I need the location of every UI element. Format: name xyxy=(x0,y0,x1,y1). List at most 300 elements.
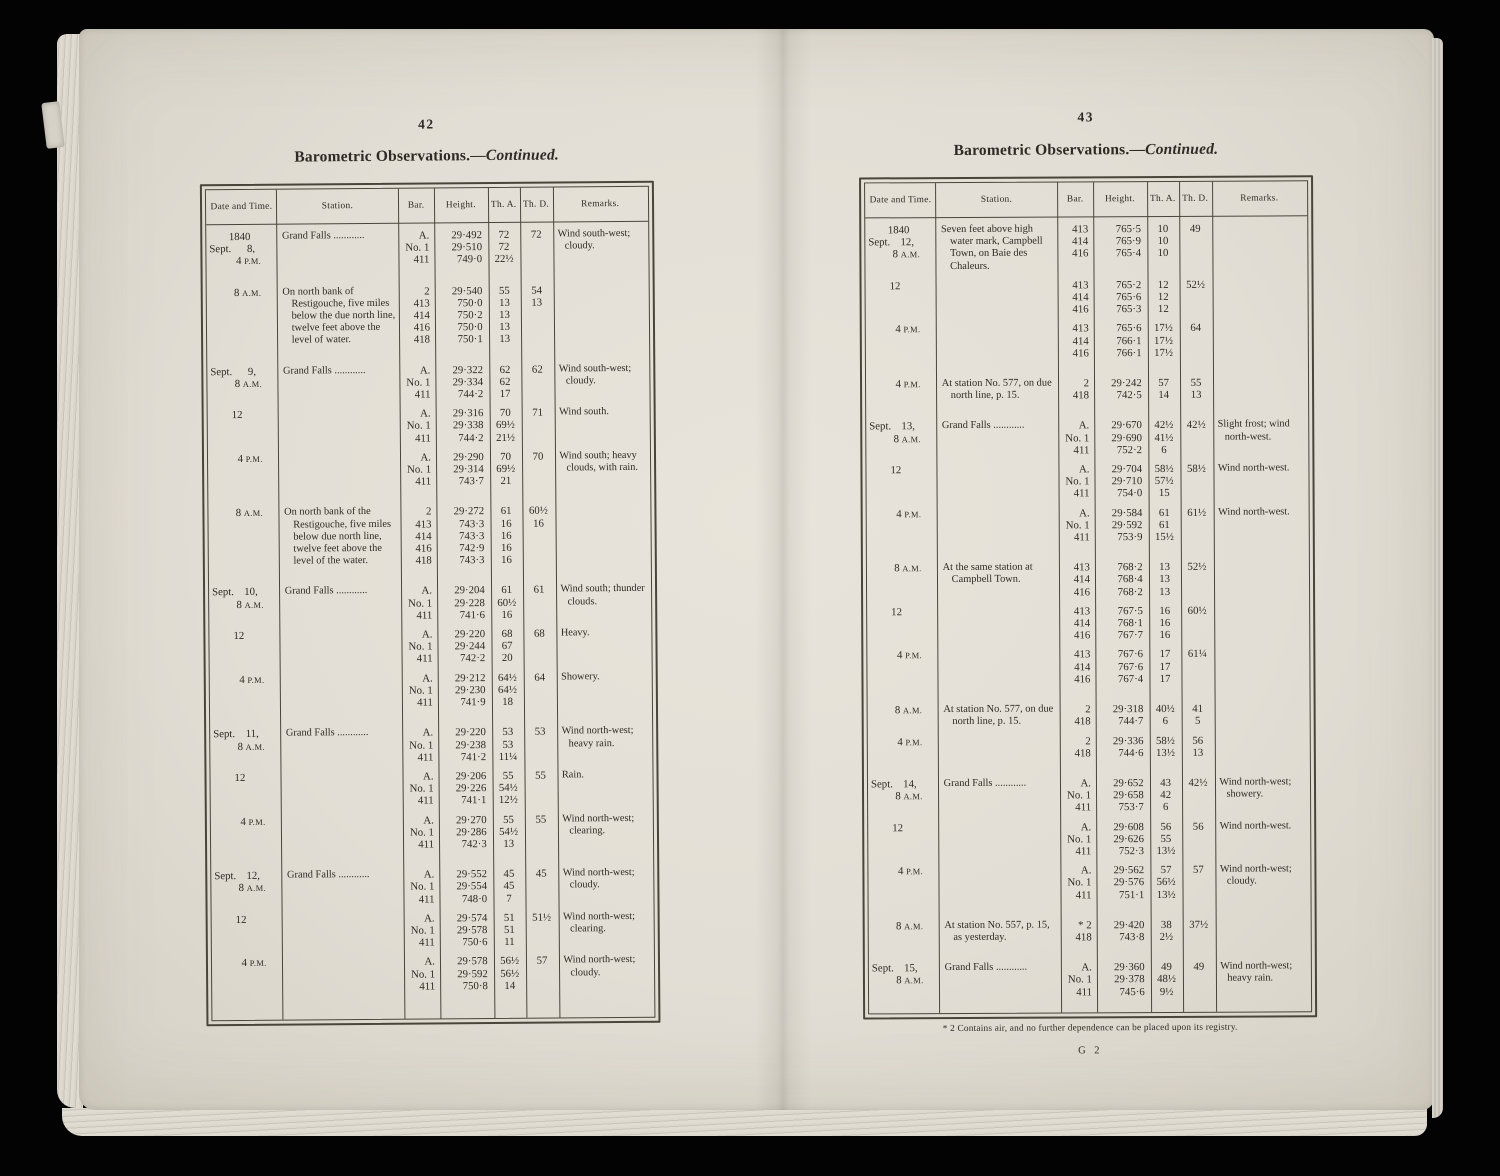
thermometer-attached-cell xyxy=(1148,377,1180,402)
height-cell xyxy=(1094,419,1148,456)
month-label: Sept. xyxy=(869,420,892,433)
station-cell: Grand Falls ............ xyxy=(943,777,1027,789)
date-cell xyxy=(868,736,939,750)
time-label: 4 P.M. xyxy=(895,378,921,391)
column-header: Bar. xyxy=(407,200,425,211)
value-line: 57 xyxy=(1158,376,1170,390)
value-line: 411 xyxy=(414,388,431,401)
value-line: 767·6 xyxy=(1117,660,1144,673)
value-line: 741·2 xyxy=(460,750,487,763)
value-line: A. xyxy=(424,912,435,925)
remarks-cell: Wind north-west; clearing. xyxy=(562,812,635,837)
barometer-cell xyxy=(1058,420,1094,457)
value-line: 416 xyxy=(1074,629,1091,642)
barometer-cell xyxy=(1059,507,1095,544)
barometer-cell xyxy=(1060,777,1096,814)
value-line: 21 xyxy=(500,475,512,488)
day-label: 12, xyxy=(246,869,261,883)
value-line: 57 xyxy=(536,954,548,968)
value-line: 70 xyxy=(532,450,544,463)
value-line: 742·5 xyxy=(1116,389,1142,402)
value-line: 750·1 xyxy=(457,333,483,346)
value-line: 21½ xyxy=(495,431,515,444)
value-line: A. xyxy=(423,868,435,881)
thermometer-detached-cell xyxy=(1181,648,1214,660)
barometer-cell xyxy=(1059,463,1095,500)
page-title-main: Barometric Observations.— xyxy=(294,147,486,166)
time-label: 8 A.M. xyxy=(894,704,923,717)
value-line: A. xyxy=(1080,864,1092,877)
value-line: 17 xyxy=(1159,672,1171,685)
station-cell: At station No. 557, p. 15, as yesterday. xyxy=(944,919,1050,943)
height-cell xyxy=(1094,322,1148,359)
value-line: 29·270 xyxy=(455,813,487,826)
value-line: A. xyxy=(420,451,432,464)
value-line: 416 xyxy=(1072,247,1089,260)
value-line: 768·2 xyxy=(1117,561,1143,574)
value-line: 768·1 xyxy=(1117,617,1143,630)
value-line: A. xyxy=(1079,506,1090,520)
day-label: 15, xyxy=(904,962,918,975)
value-line: 16 xyxy=(501,608,513,621)
date-year: 1840 xyxy=(887,224,910,237)
time-label: 4 P.M. xyxy=(895,323,921,336)
value-line: 765·5 xyxy=(1115,223,1142,236)
value-line: 13 xyxy=(499,308,510,321)
page-title-main: Barometric Observations.— xyxy=(953,141,1146,159)
value-line: 11 xyxy=(504,936,515,949)
time-label: 8 A.M. xyxy=(237,740,265,753)
time-label: 8 A.M. xyxy=(236,598,264,611)
value-line: 54½ xyxy=(499,825,519,838)
value-line: 45 xyxy=(503,880,515,893)
thermometer-attached-cell xyxy=(1149,734,1181,759)
height-cell xyxy=(1095,561,1149,598)
column-header: Station. xyxy=(980,194,1013,205)
time-label: 4 P.M. xyxy=(897,735,923,748)
value-line: 56 xyxy=(1192,734,1204,747)
value-line: 754·0 xyxy=(1117,487,1143,500)
barometer-cell xyxy=(1059,649,1095,686)
station-cell: At station No. 577, on due north line, p. 15. xyxy=(941,377,1052,402)
observation-row xyxy=(869,918,1311,945)
page-number: 42 xyxy=(418,116,435,132)
value-line: 13 xyxy=(1190,389,1202,402)
value-line: 765·6 xyxy=(1116,322,1142,335)
value-line: A. xyxy=(1078,463,1090,476)
value-line: 29·510 xyxy=(451,241,483,254)
value-line: 767·6 xyxy=(1117,648,1144,661)
remarks-cell: Wind north-west; cloudy. xyxy=(1219,863,1292,888)
barometer-cell xyxy=(1058,279,1094,316)
value-line: 411 xyxy=(1075,888,1092,901)
page-title xyxy=(864,140,1308,160)
value-line: 418 xyxy=(1074,715,1091,728)
thermometer-detached-cell xyxy=(1180,377,1213,402)
time-label: 12 xyxy=(231,409,243,422)
month-label: Sept. xyxy=(870,778,893,791)
value-line: 16 xyxy=(1159,617,1171,630)
remarks-cell: Wind north-west; showery. xyxy=(1219,776,1292,800)
value-line: 29·230 xyxy=(454,683,486,697)
value-line: 745·6 xyxy=(1119,985,1145,998)
value-line: 418 xyxy=(1075,931,1092,944)
observation-row xyxy=(868,702,1310,729)
column-header: Remarks. xyxy=(1240,193,1279,204)
height-cell xyxy=(1096,864,1150,901)
value-line: 416 xyxy=(415,542,432,555)
value-line: 57 xyxy=(1192,863,1204,876)
value-line: 414 xyxy=(415,530,432,543)
column-header: Height. xyxy=(445,200,476,211)
thermometer-detached-cell xyxy=(1181,703,1214,728)
value-line: 411 xyxy=(418,838,435,851)
value-line: 53 xyxy=(534,725,546,738)
value-line: 17½ xyxy=(1154,346,1173,359)
height-cell xyxy=(1095,605,1149,642)
value-line: 29·272 xyxy=(453,505,485,518)
value-line: 29·584 xyxy=(1111,506,1143,519)
value-line: No. 1 xyxy=(406,419,431,433)
value-line: 741·1 xyxy=(461,794,487,807)
day-label: 8, xyxy=(246,243,256,256)
time-label: 12 xyxy=(233,630,245,643)
value-line: A. xyxy=(421,584,433,598)
value-line: 13 xyxy=(1159,585,1171,598)
value-line: 58½ xyxy=(1155,734,1175,747)
value-line: 13 xyxy=(498,296,510,309)
value-line: 416 xyxy=(1073,586,1091,599)
remarks-cell: Wind south; thunder clouds. xyxy=(560,583,645,608)
station-cell xyxy=(936,323,1057,324)
value-line: 55 xyxy=(498,284,510,297)
observation-row xyxy=(867,648,1309,687)
meridiem-label: P.M. xyxy=(248,817,266,827)
meridiem-label: A.M. xyxy=(246,884,267,894)
value-line: 56½ xyxy=(500,955,520,968)
value-line: 53 xyxy=(502,738,514,751)
time-label: 12 xyxy=(234,771,246,784)
value-line: 29·552 xyxy=(456,868,488,881)
value-line: 45 xyxy=(535,867,547,880)
time-label: 4 P.M. xyxy=(896,507,922,520)
value-line: 13 xyxy=(499,321,511,334)
station-cell xyxy=(938,605,1059,606)
value-line: 60½ xyxy=(1187,604,1207,617)
value-line: 2 xyxy=(1083,377,1090,390)
value-line: 414 xyxy=(1072,334,1089,348)
observation-row xyxy=(867,604,1309,643)
thermometer-attached-cell xyxy=(1149,605,1181,642)
value-line: 16 xyxy=(500,541,512,555)
meridiem-label: A.M. xyxy=(242,379,263,389)
value-line: 51½ xyxy=(532,911,552,924)
value-line: 742·9 xyxy=(459,542,485,555)
thermometer-attached-cell xyxy=(1148,463,1180,500)
height-cell xyxy=(1097,961,1151,998)
date-year: 1840 xyxy=(228,230,251,244)
station-cell: Grand Falls ............ xyxy=(944,961,1028,974)
date-cell xyxy=(869,962,940,988)
value-line: 61½ xyxy=(1187,506,1207,519)
value-line: No. 1 xyxy=(1067,876,1092,889)
value-line: A. xyxy=(422,726,434,739)
date-line xyxy=(865,236,936,249)
value-line: 13 xyxy=(503,837,515,850)
value-line: 765·6 xyxy=(1116,291,1142,304)
thermometer-attached-cell xyxy=(1148,419,1180,456)
value-line: 51 xyxy=(503,911,515,924)
value-line: 411 xyxy=(417,794,434,807)
thermometer-detached-cell xyxy=(1181,734,1214,759)
value-line: 61 xyxy=(533,584,545,597)
value-line: 55 xyxy=(535,813,547,826)
value-line: 40½ xyxy=(1155,703,1175,716)
barometer-cell xyxy=(1059,562,1095,599)
observation-row xyxy=(869,960,1311,999)
value-line: 61 xyxy=(1158,518,1170,531)
value-line: 61 xyxy=(1158,506,1170,519)
time-label: 12 xyxy=(235,913,247,926)
value-line: 29·226 xyxy=(455,782,487,795)
value-line: 55 xyxy=(535,769,546,782)
value-line: 765·9 xyxy=(1115,235,1142,248)
value-line: 64 xyxy=(1190,322,1202,335)
height-cell xyxy=(1097,919,1151,944)
value-line: 742·3 xyxy=(461,837,487,851)
thermometer-detached-cell xyxy=(1182,820,1215,832)
value-line: 29·290 xyxy=(453,450,484,464)
time-label: 8 A.M. xyxy=(235,507,264,520)
value-line: 13 xyxy=(531,296,543,309)
time-label: 4 P.M. xyxy=(237,452,263,465)
value-line: 414 xyxy=(1073,573,1090,586)
height-cell xyxy=(1096,703,1150,728)
remarks-cell: Wind north-west; cloudy. xyxy=(562,867,635,891)
value-line: 413 xyxy=(413,297,430,310)
value-line: 29·204 xyxy=(454,584,485,597)
value-line: 416 xyxy=(1072,347,1089,360)
thermometer-attached-cell xyxy=(1147,322,1179,359)
time-label: 4 P.M. xyxy=(897,865,924,878)
time-label: 12 xyxy=(892,821,904,834)
value-line: 55 xyxy=(1160,832,1172,845)
thermometer-attached-cell xyxy=(1148,507,1180,544)
value-line: A. xyxy=(424,955,435,968)
value-line: 29·286 xyxy=(456,825,487,839)
remarks-cell: Slight frost; wind north-west. xyxy=(1217,418,1290,443)
value-line: 54½ xyxy=(498,781,518,795)
value-line: 62 xyxy=(499,375,511,388)
value-line: 29·336 xyxy=(1112,734,1144,747)
barometer-cell xyxy=(1057,223,1093,260)
barometer-cell xyxy=(1058,377,1094,402)
value-line: 29·206 xyxy=(455,769,487,783)
table-header-row xyxy=(865,181,1307,218)
day-label: 14, xyxy=(903,778,917,791)
value-line: 14 xyxy=(1158,389,1170,402)
value-line: 42½ xyxy=(1186,419,1206,432)
height-cell xyxy=(1096,735,1150,760)
value-line: 29·704 xyxy=(1111,463,1143,476)
value-line: 752·2 xyxy=(1116,443,1143,457)
value-line: 29·562 xyxy=(1113,864,1145,877)
footnote: * 2 Contains air, and no further dependence can be placed upon its registry. xyxy=(942,1022,1238,1035)
thermometer-detached-cell xyxy=(1179,223,1212,235)
value-line: 411 xyxy=(1073,487,1090,500)
value-line: 60½ xyxy=(528,505,548,518)
value-line: 765·3 xyxy=(1116,303,1142,316)
value-line: No. 1 xyxy=(410,924,435,937)
meridiem-label: A.M. xyxy=(903,792,923,802)
date-cell xyxy=(866,324,937,338)
value-line: 71 xyxy=(532,406,544,419)
meridiem-label: A.M. xyxy=(901,434,922,444)
value-line: 17½ xyxy=(1153,322,1173,335)
thermometer-attached-cell xyxy=(1151,961,1183,998)
value-line: 13½ xyxy=(1156,844,1176,857)
barometer-cell xyxy=(1060,821,1096,858)
meridiem-label: P.M. xyxy=(247,675,265,685)
value-line: No. 1 xyxy=(405,241,430,254)
value-line: 29·360 xyxy=(1113,961,1145,974)
height-cell xyxy=(1095,507,1149,544)
value-line: 69½ xyxy=(496,462,516,476)
meridiem-label: A.M. xyxy=(244,600,264,610)
value-line: 411 xyxy=(415,475,432,488)
barometer-cell xyxy=(1060,703,1096,728)
value-line: 6 xyxy=(1161,443,1167,456)
value-line: 2 xyxy=(1085,703,1091,716)
page-title-continued: Continued. xyxy=(485,146,560,165)
column-header: Date and Time. xyxy=(210,201,273,213)
value-line: 29·228 xyxy=(454,596,485,609)
time-label: 8 A.M. xyxy=(893,432,922,445)
column-header: Th. D. xyxy=(1182,193,1209,204)
remarks-cell: Heavy. xyxy=(560,627,590,639)
value-line: 744·2 xyxy=(458,431,484,444)
date-cell xyxy=(865,224,936,262)
value-line: No. 1 xyxy=(407,463,432,476)
value-line: 13 xyxy=(499,333,511,346)
value-line: 18 xyxy=(502,695,514,709)
barometer-cell xyxy=(1059,605,1095,642)
value-line: 413 xyxy=(1074,648,1091,661)
value-line: 15½ xyxy=(1154,530,1174,544)
month-label: Sept. xyxy=(868,236,891,249)
value-line: 29·578 xyxy=(456,924,488,937)
value-line: 414 xyxy=(1072,291,1089,304)
value-line: 411 xyxy=(417,696,433,709)
value-line: 16 xyxy=(501,554,512,567)
value-line: 16 xyxy=(500,517,512,530)
value-line: 13 xyxy=(1159,573,1171,586)
time-label: 12 xyxy=(890,464,902,477)
value-line: 17½ xyxy=(1153,334,1173,347)
date-cell xyxy=(869,920,940,934)
height-cell xyxy=(1096,821,1150,858)
observation-row xyxy=(868,734,1310,761)
station-cell xyxy=(936,279,1057,280)
value-line: 29·540 xyxy=(451,284,483,297)
date-line xyxy=(869,962,940,975)
column-header: Th. D. xyxy=(522,199,550,210)
value-line: 411 xyxy=(418,893,435,906)
observation-row xyxy=(867,561,1309,600)
value-line: 62 xyxy=(499,363,511,376)
value-line: No. 1 xyxy=(408,640,433,653)
meridiem-label: A.M. xyxy=(242,288,262,298)
time-label: 8 A.M. xyxy=(896,974,924,987)
thermometer-attached-cell xyxy=(1149,561,1181,598)
station-cell: At station No. 577, on due north line, p. 15. xyxy=(943,703,1054,728)
thermometer-attached-cell xyxy=(1149,703,1181,728)
value-line: 43 xyxy=(1160,776,1172,789)
value-line: 29·658 xyxy=(1113,789,1144,802)
date-cell xyxy=(866,378,937,392)
time-label: 8 A.M. xyxy=(895,919,924,933)
value-line: 752·3 xyxy=(1118,844,1145,858)
value-line: 29·554 xyxy=(456,880,488,893)
value-line: 60½ xyxy=(497,596,517,609)
observation-row xyxy=(865,222,1307,273)
value-line: 10 xyxy=(1157,247,1169,260)
value-line: A. xyxy=(1080,820,1092,833)
value-line: 29·212 xyxy=(454,671,486,685)
observation-row xyxy=(866,419,1308,458)
column-header: Th. A. xyxy=(1149,193,1176,205)
value-line: 750·0 xyxy=(457,321,483,334)
value-line: 55 xyxy=(502,769,514,782)
station-cell: Grand Falls ............ xyxy=(282,364,366,377)
value-line: 743·3 xyxy=(458,517,485,530)
value-line: 56½ xyxy=(1156,876,1176,889)
thermometer-detached-cell xyxy=(1179,322,1212,334)
value-line: 13 xyxy=(1192,746,1204,759)
value-line: 768·2 xyxy=(1117,585,1143,598)
value-line: 5 xyxy=(1194,715,1201,728)
value-line: 41½ xyxy=(1154,431,1174,444)
value-line: 12 xyxy=(1157,290,1169,304)
meridiem-label: A.M. xyxy=(902,564,922,574)
page-title-continued: Continued. xyxy=(1145,140,1219,159)
meridiem-label: P.M. xyxy=(903,380,921,390)
value-line: 12½ xyxy=(498,794,518,807)
day-label: 13, xyxy=(901,420,915,433)
value-line: A. xyxy=(1078,419,1090,432)
value-line: 765·2 xyxy=(1116,278,1142,292)
day-label: 10, xyxy=(244,586,258,599)
value-line: 17 xyxy=(1159,648,1171,661)
value-line: 29·220 xyxy=(454,628,486,641)
value-line: 49 xyxy=(1161,961,1172,974)
time-label: 12 xyxy=(891,606,902,619)
value-line: 61 xyxy=(500,505,512,518)
value-line: 58½ xyxy=(1186,462,1206,475)
value-line: 29·710 xyxy=(1111,475,1143,488)
remarks-cell: Wind south-west; cloudy. xyxy=(557,227,631,252)
value-line: 72 xyxy=(498,241,510,254)
value-line: 54 xyxy=(531,284,543,297)
remarks-cell: Wind north-west. xyxy=(1217,462,1290,474)
thermometer-detached-cell xyxy=(1182,777,1215,789)
observation-row xyxy=(866,278,1308,317)
value-line: 15 xyxy=(1158,487,1170,500)
height-cell xyxy=(1093,279,1147,316)
station-cell: Grand Falls ............ xyxy=(286,869,370,881)
value-line: 29·338 xyxy=(452,419,484,432)
value-line: 55 xyxy=(1190,376,1202,389)
